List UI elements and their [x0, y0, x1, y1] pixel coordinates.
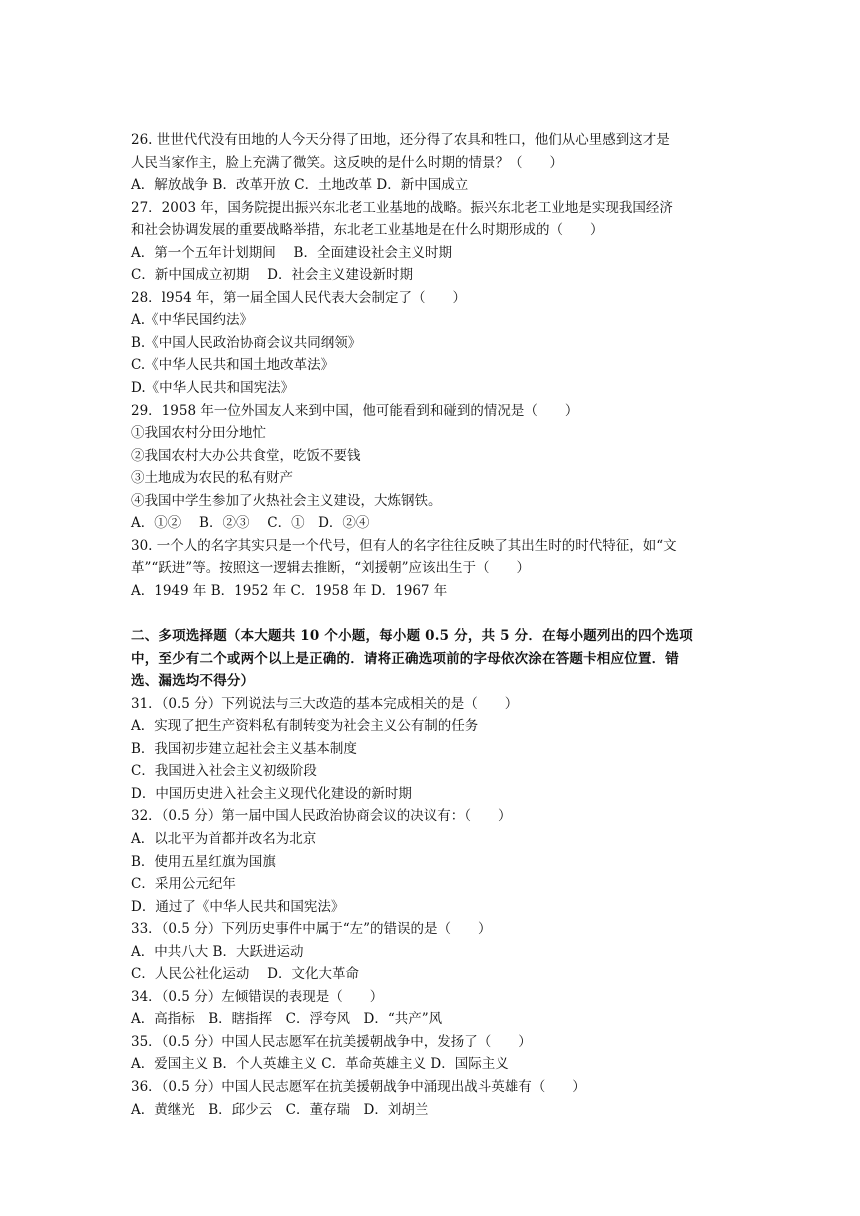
question-text: 33．（0.5 分）下列历史事件中属于“左”的错误的是（ ）	[131, 921, 492, 938]
question-26	[131, 129, 741, 197]
answer-option: B．使用五星红旗为国旗	[131, 853, 276, 870]
answer-option: C．采用公元纪年	[131, 876, 236, 893]
statement-item: ②我国农村大办公共食堂，吃饭不要钱	[131, 447, 361, 464]
section-heading-line: 二、多项选择题（本大题共 10 个小题，每小题 0.5 分，共 5 分．在每小题列出的四个选项	[131, 628, 693, 645]
question-text: 29．1958 年一位外国友人来到中国，他可能看到和碰到的情况是（ ）	[131, 402, 579, 419]
answer-option: B．我国初步建立起社会主义基本制度	[131, 740, 357, 757]
question-text: 革”“跃进”等。按照这一逻辑去推断，“刘援朝”应该出生于（ ）	[131, 560, 531, 577]
answer-option: A．以北平为首都并改名为北京	[131, 830, 317, 847]
answer-options: C．人民公社化运动 D．文化大革命	[131, 966, 359, 983]
question-31	[131, 693, 741, 806]
question-34	[131, 986, 741, 1031]
question-text: 人民当家作主，脸上充满了微笑。这反映的是什么时期的情景？（ ）	[131, 154, 563, 171]
question-text: 34．（0.5 分）左倾错误的表现是（ ）	[131, 988, 384, 1005]
answer-option: B.《中国人民政治协商会议共同纲领》	[131, 334, 362, 351]
answer-option: A．实现了把生产资料私有制转变为社会主义公有制的任务	[131, 718, 479, 735]
answer-options: A．爱国主义 B．个人英雄主义 C．革命英雄主义 D．国际主义	[131, 1056, 509, 1073]
question-text: 31．（0.5 分）下列说法与三大改造的基本完成相关的是（ ）	[131, 695, 519, 712]
question-28	[131, 287, 741, 400]
statement-item: ④我国中学生参加了火热社会主义建设，大炼钢铁。	[131, 492, 442, 509]
answer-option: A.《中华民国约法》	[131, 312, 254, 329]
question-33	[131, 918, 741, 986]
section-heading	[131, 625, 741, 693]
statement-item: ①我国农村分田分地忙	[131, 425, 266, 442]
answer-options: A．高指标 B．瞎指挥 C．浮夸风 D．“共产”风	[131, 1011, 443, 1028]
question-text: 30. 一个人的名字其实只是一个代号，但有人的名字往往反映了其出生时的时代特征，如“文	[131, 537, 677, 554]
answer-options: A．黄继光 B．邱少云 C．董存瑞 D．刘胡兰	[131, 1101, 429, 1118]
question-text: 36．（0.5 分）中国人民志愿军在抗美援朝战争中涌现出战斗英雄有（ ）	[131, 1078, 586, 1095]
question-35	[131, 1031, 741, 1076]
question-29	[131, 400, 741, 535]
answer-options: A．中共八大 B．大跃进运动	[131, 943, 304, 960]
question-32	[131, 805, 741, 918]
question-27	[131, 197, 741, 287]
question-text: 27．2003 年，国务院提出振兴东北老工业基地的战略。振兴东北老工业地是实现我国经济	[131, 199, 673, 216]
section-heading-line: 中，至少有二个或两个以上是正确的．请将正确选项前的字母依次涂在答题卡相应位置．错	[131, 650, 679, 667]
question-text: 35．（0.5 分）中国人民志愿军在抗美援朝战争中，发扬了（ ）	[131, 1033, 532, 1050]
answer-option: D．通过了《中华人民共和国宪法》	[131, 898, 345, 915]
section-spacer	[131, 602, 741, 625]
answer-option: C．我国进入社会主义初级阶段	[131, 763, 317, 780]
answer-option: D．中国历史进入社会主义现代化建设的新时期	[131, 785, 412, 802]
answer-options: A．第一个五年计划期间 B．全面建设社会主义时期	[131, 244, 452, 261]
answer-options: C．新中国成立初期 D．社会主义建设新时期	[131, 267, 413, 284]
question-text: 26. 世世代代没有田地的人今天分得了田地，还分得了农具和牲口，他们从心里感到这才是	[131, 132, 670, 148]
question-text: 和社会协调发展的重要战略举措，东北老工业基地是在什么时期形成的（ ）	[131, 222, 604, 239]
answer-options: A．1949 年 B．1952 年 C．1958 年 D．1967 年	[131, 582, 448, 599]
answer-option: D.《中华人民共和国宪法》	[131, 380, 295, 397]
question-30	[131, 535, 741, 603]
statement-item: ③土地成为农民的私有财产	[131, 470, 293, 487]
answer-option: C.《中华人民共和国土地改革法》	[131, 357, 335, 374]
section-heading-line: 选、漏选均不得分）	[131, 673, 255, 690]
answer-options: A．解放战争 B．改革开放 C．土地改革 D．新中国成立	[131, 177, 469, 194]
answer-options: A．①② B．②③ C．① D．②④	[131, 515, 370, 532]
question-36	[131, 1076, 741, 1121]
exam-page	[131, 129, 741, 1121]
question-text: 28．l954 年，第一届全国人民代表大会制定了（ ）	[131, 289, 467, 306]
question-text: 32．（0.5 分）第一届中国人民政治协商会议的决议有：（ ）	[131, 808, 512, 825]
